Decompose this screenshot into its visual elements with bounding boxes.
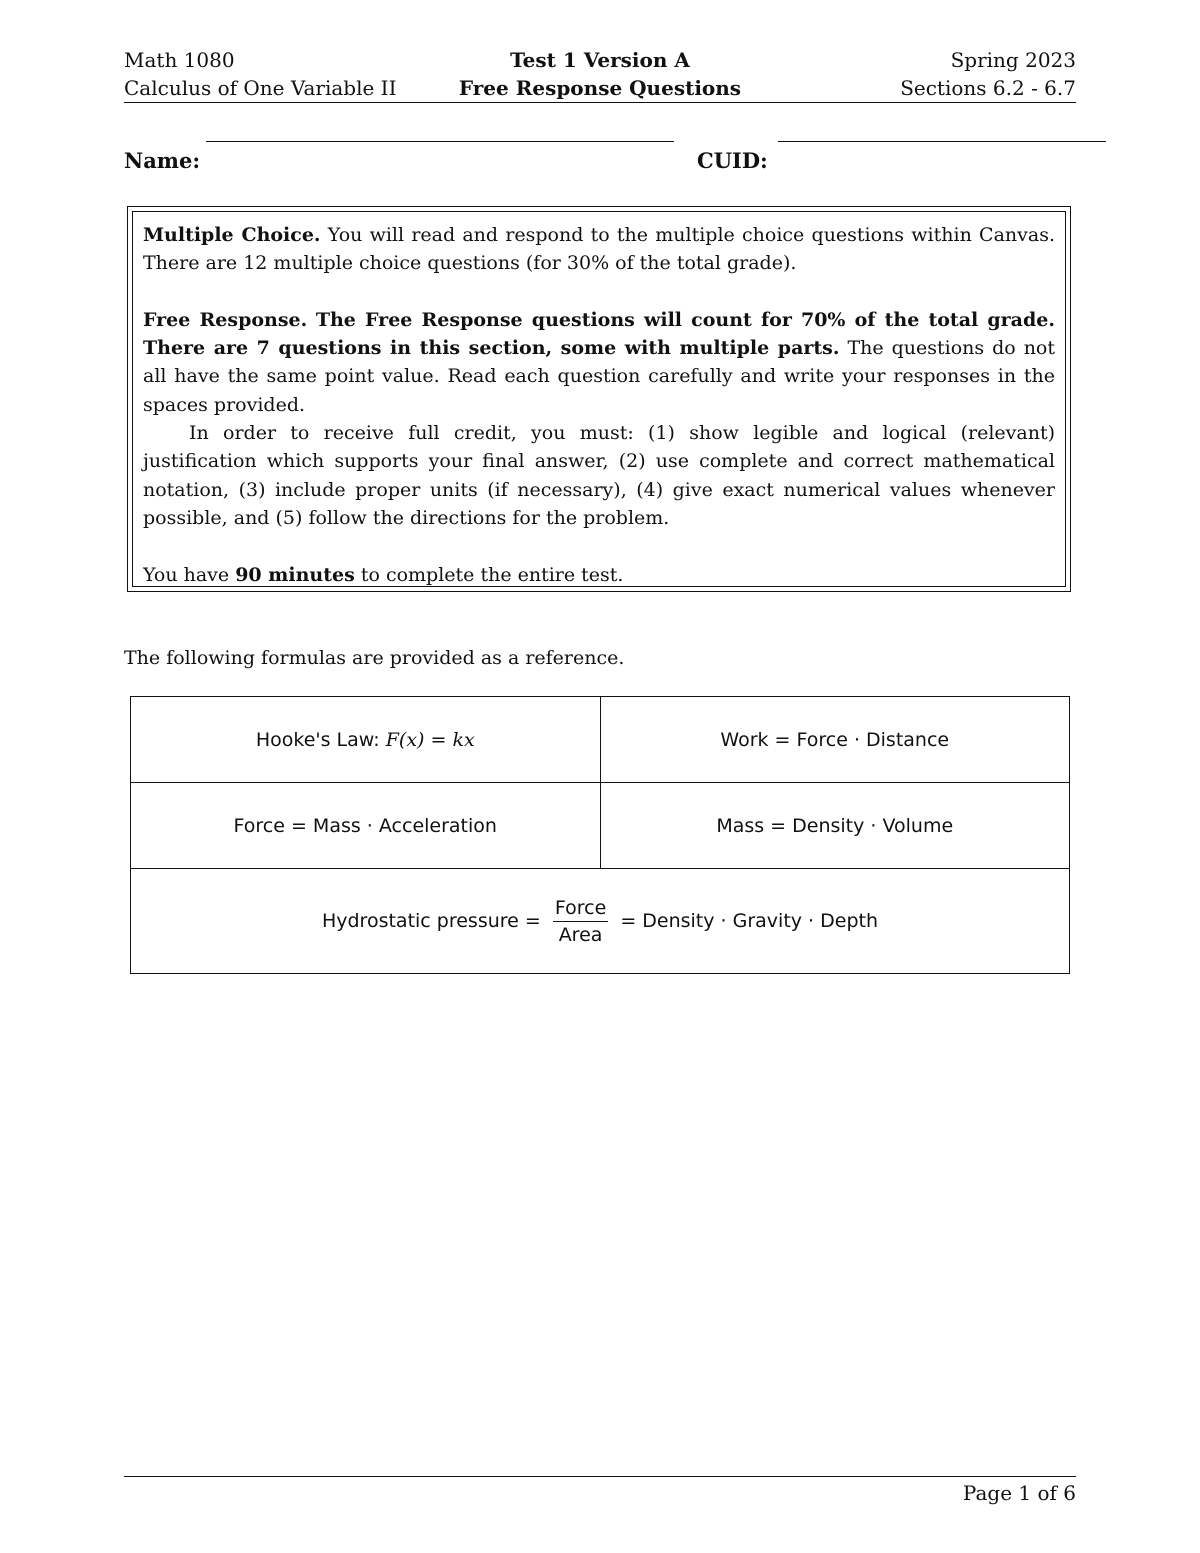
pressure-label: Hydrostatic pressure = — [321, 909, 541, 932]
hookes-law-label: Hooke's Law: — [255, 728, 380, 751]
fr-text: The questions do not all have the same point value. Read each question carefully and write your responses in the spaces provided. — [143, 337, 1055, 416]
footer-rule — [124, 1476, 1076, 1477]
work-cell — [600, 697, 1070, 783]
pressure-fraction — [553, 897, 608, 946]
mass-formula: Mass = Density · Volume — [716, 814, 954, 837]
mass-cell — [600, 783, 1070, 869]
term: Spring 2023 — [950, 48, 1076, 72]
cuid-blank[interactable] — [778, 141, 1106, 142]
page-number: Page 1 of 6 — [962, 1481, 1076, 1505]
formula-table — [130, 696, 1070, 974]
time-paragraph — [143, 561, 1055, 589]
instructions-box — [127, 206, 1071, 592]
course-title: Calculus of One Variable II — [124, 76, 397, 100]
page-header — [124, 44, 1076, 103]
course-number: Math 1080 — [124, 48, 235, 72]
fr-bold-text: The Free Response questions will count for 70% of the total grade. There are 7 questions in this section, some with multiple parts. — [143, 308, 1055, 360]
pressure-denominator: Area — [558, 923, 603, 946]
free-response-paragraph — [143, 306, 1055, 419]
credit-paragraph: In order to receive full credit, you must: (1) show legible and logical (relevant) justification which supports your final answer, (2) use complete and correct mathematical notation, (3) include proper units (if necessary), (4) give exact numerical values whenever possible, and (5) follow the directions for the problem. — [143, 422, 1055, 529]
name-label: Name: — [124, 148, 201, 173]
pressure-numerator: Force — [553, 897, 608, 922]
hookes-law-formula: F(x) = kx — [385, 728, 475, 751]
fr-heading: Free Response. — [143, 308, 308, 331]
name-blank[interactable] — [206, 141, 674, 142]
test-subtitle: Free Response Questions — [458, 76, 742, 100]
hydrostatic-pressure-cell — [131, 869, 1070, 974]
time-prefix: You have — [143, 563, 230, 586]
test-title: Test 1 Version A — [510, 48, 690, 72]
instructions-content — [132, 211, 1066, 587]
multiple-choice-paragraph — [143, 221, 1055, 278]
time-value: 90 minutes — [235, 563, 355, 586]
cuid-label: CUID: — [697, 148, 768, 173]
force-formula: Force = Mass · Acceleration — [233, 814, 497, 837]
mc-heading: Multiple Choice. — [143, 224, 321, 246]
force-cell — [131, 783, 601, 869]
sections-covered: Sections 6.2 - 6.7 — [900, 76, 1076, 100]
formulas-intro: The following formulas are provided as a reference. — [124, 647, 625, 669]
time-suffix: to complete the entire test. — [360, 563, 624, 586]
hookes-law-cell — [131, 697, 601, 783]
work-formula: Work = Force · Distance — [720, 728, 950, 751]
mc-text: You will read and respond to the multiple choice questions within Canvas. There are 12 multiple choice questions (for 30% of the total grade). — [143, 224, 1055, 275]
pressure-rhs: = Density · Gravity · Depth — [620, 909, 879, 932]
header-right — [900, 46, 1076, 102]
